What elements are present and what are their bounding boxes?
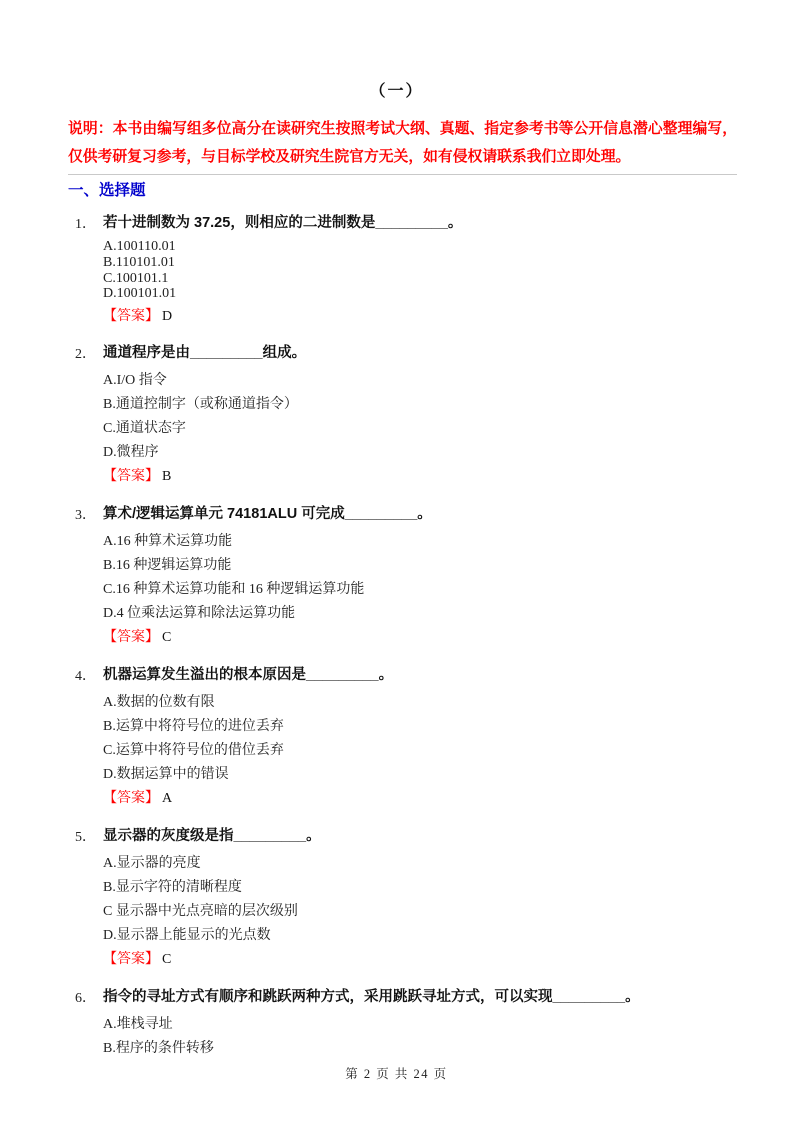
answer-value: B xyxy=(162,469,172,485)
question-number: 1． xyxy=(75,217,96,232)
question-4-head xyxy=(75,667,737,685)
question-stem: 显示器的灰度级是指_________。 xyxy=(103,828,321,845)
question-3 xyxy=(75,506,737,650)
option-a: A.堆栈寻址 xyxy=(103,1017,173,1033)
question-stem: 指令的寻址方式有顺序和跳跃两种方式，采用跳跃寻址方式，可以实现_________。 xyxy=(103,989,640,1006)
question-3-body xyxy=(103,530,737,650)
question-5-head xyxy=(75,828,737,846)
question-number: 2． xyxy=(75,347,96,363)
option-b: B.程序的条件转移 xyxy=(103,1041,214,1057)
answer-value: D xyxy=(162,309,173,325)
option-d: D.4 位乘法运算和除法运算功能 xyxy=(103,606,296,622)
answer-label: 【答案】 xyxy=(103,952,159,968)
section-heading: 一、选择题 xyxy=(68,182,146,199)
answer-label: 【答案】 xyxy=(103,630,159,646)
question-2-head xyxy=(75,345,737,363)
question-4-body xyxy=(103,691,737,811)
question-6-body xyxy=(103,1013,737,1061)
question-1-body xyxy=(103,239,737,329)
disclaimer-notice: 说明：本书由编写组多位高分在读研究生按照考试大纲、真题、指定参考书等公开信息潜心整理编写，仅供考研复习参考，与目标学校及研究生院官方无关，如有侵权请联系我们立即处理。 xyxy=(68,115,737,175)
option-a: A.数据的位数有限 xyxy=(103,695,215,711)
option-b: B.显示字符的清晰程度 xyxy=(103,880,242,896)
option-c: C.通道状态字 xyxy=(103,421,186,437)
question-number: 4． xyxy=(75,669,96,685)
question-5-body xyxy=(103,852,737,972)
option-a: A.I/O 指令 xyxy=(103,373,167,389)
question-stem: 机器运算发生溢出的根本原因是_________。 xyxy=(103,667,394,684)
question-number: 5． xyxy=(75,830,96,846)
option-c: C 显示器中光点亮暗的层次级别 xyxy=(103,904,298,920)
option-c: C.运算中将符号位的借位丢弃 xyxy=(103,743,284,759)
answer-line xyxy=(103,948,737,972)
question-stem: 算术/逻辑运算单元 74181ALU 可完成_________。 xyxy=(103,506,432,523)
question-2 xyxy=(75,345,737,489)
answer-line xyxy=(103,305,737,329)
answer-label: 【答案】 xyxy=(103,791,159,807)
option-d: D.数据运算中的错误 xyxy=(103,767,229,783)
option-d: D.显示器上能显示的光点数 xyxy=(103,928,271,944)
answer-value: C xyxy=(162,630,172,646)
question-3-head xyxy=(75,506,737,524)
question-stem: 若十进制数为 37.25，则相应的二进制数是_________。 xyxy=(103,215,463,231)
question-1-head xyxy=(75,215,737,233)
option-a: A.100110.01 xyxy=(103,239,176,254)
question-5 xyxy=(75,828,737,972)
answer-line xyxy=(103,787,737,811)
answer-label: 【答案】 xyxy=(103,469,159,485)
option-a: A.16 种算术运算功能 xyxy=(103,534,233,550)
question-6 xyxy=(75,989,737,1061)
answer-value: C xyxy=(162,952,172,968)
question-stem: 通道程序是由_________组成。 xyxy=(103,345,307,362)
option-b: B.110101.01 xyxy=(103,254,175,270)
question-number: 6． xyxy=(75,991,96,1007)
option-c: C.16 种算术运算功能和 16 种逻辑运算功能 xyxy=(103,582,365,598)
answer-line xyxy=(103,626,737,650)
option-c: C.100101.1 xyxy=(103,270,169,286)
question-number: 3． xyxy=(75,508,96,524)
answer-value: A xyxy=(162,791,173,807)
answer-line xyxy=(103,465,737,489)
page-footer: 第 2 页 共 24 页 xyxy=(345,1067,448,1081)
answer-label: 【答案】 xyxy=(103,309,159,325)
question-1 xyxy=(75,215,737,329)
question-4 xyxy=(75,667,737,811)
option-b: B.16 种逻辑运算功能 xyxy=(103,558,232,574)
page-title: （一） xyxy=(369,83,424,100)
question-list xyxy=(0,209,793,1061)
option-b: B.通道控制字（或称通道指令） xyxy=(103,397,298,413)
option-a: A.显示器的亮度 xyxy=(103,856,201,872)
option-d: D.100101.01 xyxy=(103,286,177,302)
question-6-head xyxy=(75,989,737,1007)
option-d: D.微程序 xyxy=(103,445,159,461)
option-b: B.运算中将符号位的进位丢弃 xyxy=(103,719,284,735)
question-2-body xyxy=(103,369,737,489)
